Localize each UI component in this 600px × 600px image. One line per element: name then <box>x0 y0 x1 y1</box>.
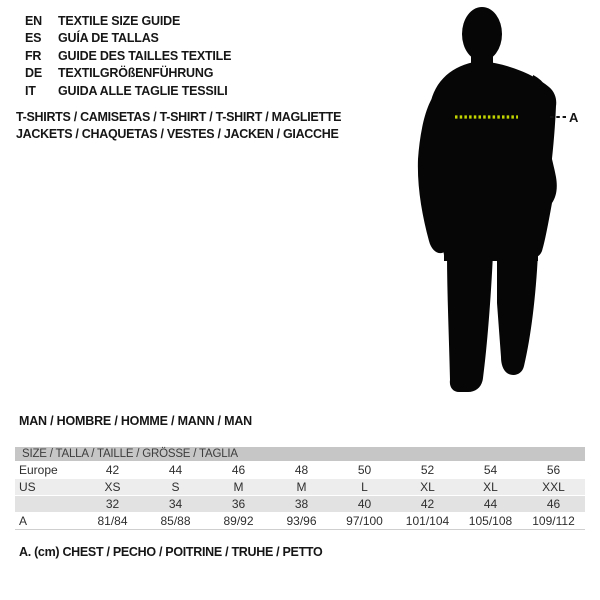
size-cell: XL <box>420 480 435 494</box>
size-cell: XL <box>483 480 498 494</box>
lang-label: TEXTILGRÖßENFÜHRUNG <box>58 66 214 81</box>
size-cell: 34 <box>168 497 183 511</box>
size-cell: 48 <box>294 463 309 477</box>
table-row-europe <box>15 461 585 478</box>
size-cell: 50 <box>357 463 372 477</box>
size-cell: 93/96 <box>286 514 317 528</box>
size-cell: 101/104 <box>405 514 450 528</box>
size-cell: 56 <box>546 463 561 477</box>
size-table-header: SIZE / TALLA / TAILLE / GRÖSSE / TAGLIA <box>15 447 585 461</box>
size-cell: 89/92 <box>223 514 254 528</box>
row-label: A <box>19 514 28 528</box>
size-cell: 52 <box>420 463 435 477</box>
man-silhouette-figure <box>413 3 583 395</box>
lang-row-en <box>25 13 231 30</box>
size-cell: 32 <box>105 497 120 511</box>
size-cell: 46 <box>546 497 561 511</box>
size-cell: 109/112 <box>532 514 575 528</box>
size-cell: 40 <box>357 497 372 511</box>
lang-row-es <box>25 30 231 47</box>
size-cell: M <box>233 480 244 494</box>
size-cell: 44 <box>483 497 498 511</box>
size-cell: L <box>361 480 368 494</box>
category-line-jackets: JACKETS / CHAQUETAS / VESTES / JACKEN / GIACCHE <box>16 126 339 141</box>
row-label: Europe <box>19 463 58 477</box>
size-cell: XXL <box>542 480 565 494</box>
lang-code: ES <box>25 31 42 46</box>
size-cell: 105/108 <box>468 514 513 528</box>
measurement-footnote: A. (cm) CHEST / PECHO / POITRINE / TRUHE / PETTO <box>19 545 323 559</box>
lang-label: GUIDA ALLE TAGLIE TESSILI <box>58 83 228 98</box>
category-lines <box>16 109 341 142</box>
table-row-chest-cm <box>15 512 585 529</box>
measure-label-a: A <box>569 110 579 125</box>
size-cell: 42 <box>105 463 120 477</box>
size-cell: 97/100 <box>346 514 383 528</box>
size-cell: 81/84 <box>97 514 128 528</box>
lang-code: EN <box>25 14 42 28</box>
man-silhouette <box>418 7 557 392</box>
lang-row-de <box>25 65 231 82</box>
lang-label: GUÍA DE TALLAS <box>58 31 159 46</box>
table-row-us <box>15 478 585 495</box>
lang-row-fr <box>25 48 231 65</box>
size-cell: 44 <box>168 463 183 477</box>
lang-label: TEXTILE SIZE GUIDE <box>58 14 181 28</box>
lang-code: DE <box>25 66 42 81</box>
size-cell: 54 <box>483 463 498 477</box>
size-table <box>15 447 585 530</box>
size-cell: 36 <box>231 497 246 511</box>
size-cell: XS <box>104 480 121 494</box>
size-cell: 46 <box>231 463 246 477</box>
lang-row-it <box>25 83 231 100</box>
section-title-man: MAN / HOMBRE / HOMME / MANN / MAN <box>19 414 252 428</box>
table-row-numeric <box>15 495 585 512</box>
size-cell: M <box>296 480 307 494</box>
lang-code: FR <box>25 48 42 63</box>
row-label: US <box>19 480 36 494</box>
lang-code: IT <box>25 83 36 98</box>
row-label <box>15 496 81 512</box>
size-cell: 42 <box>420 497 435 511</box>
lang-label: GUIDE DES TAILLES TEXTILE <box>58 48 232 63</box>
size-cell: S <box>171 480 180 494</box>
size-cell: 38 <box>294 497 309 511</box>
category-line-tshirts: T-SHIRTS / CAMISETAS / T-SHIRT / T-SHIRT / MAGLIETTE <box>16 110 342 124</box>
language-list <box>25 13 231 100</box>
size-cell: 85/88 <box>160 514 191 528</box>
